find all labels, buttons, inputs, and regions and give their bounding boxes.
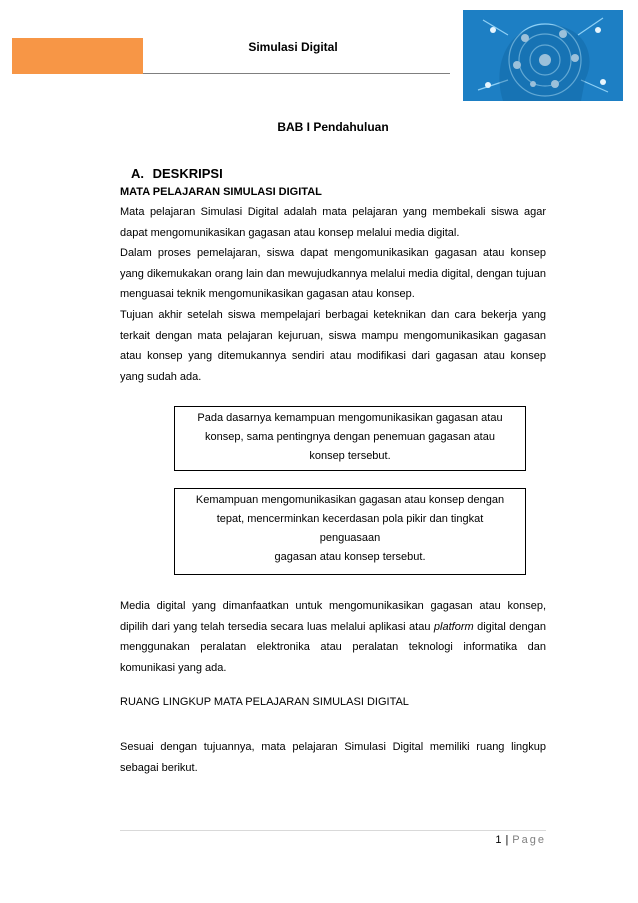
quote-box-1 [174, 406, 526, 471]
platform-term: platform [433, 620, 474, 633]
paragraph-scope: Sesuai dengan tujuannya, mata pelajaran Simulasi Digital memiliki ruang lingkup sebagai berikut. [120, 741, 546, 774]
paragraph-media [120, 596, 546, 678]
quote-box-2-line: Kemampuan mengomunikasikan gagasan atau konsep dengan [195, 494, 505, 506]
quote-box-2 [174, 488, 526, 575]
chapter-title: BAB I Pendahuluan [277, 120, 389, 134]
paragraph-intro: Mata pelajaran Simulasi Digital adalah mata pelajaran yang membekali siswa agar dapat mengomunikasikan gagasan atau konsep melalui media digital. [120, 206, 546, 239]
footer-separator: | [505, 834, 509, 846]
header-accent-bar [12, 38, 143, 74]
page-label: Page [512, 834, 546, 846]
footer-rule [120, 830, 546, 831]
quote-box-2-line: penguasaan [319, 532, 381, 544]
paragraph-goal: Tujuan akhir setelah siswa mempelajari berbagai keteknikan dan cara bekerja yang terkait dengan mata pelajaran kejuruan, siswa mampu mengomunikasikan gagasan atau konsep yang ditemukannya sendiri atau modifikasi dari gagasan atau konsep yang sudah ada. [120, 309, 546, 383]
digital-head-illustration-icon [463, 10, 623, 101]
quote-box-1-line: Pada dasarnya kemampuan mengomunikasikan gagasan atau [197, 412, 503, 424]
quote-box-1-line: konsep, sama pentingnya dengan penemuan gagasan atau [205, 431, 495, 443]
quote-box-1-line: konsep tersebut. [309, 450, 391, 462]
subject-heading: MATA PELAJARAN SIMULASI DIGITAL [120, 186, 322, 198]
paragraph-process: Dalam proses pemelajaran, siswa dapat mengomunikasikan gagasan atau konsep yang dikemukakan orang lain dan mewujudkannya melalui media digital, dengan tujuan menguasai teknik mengomunikasikan gagasan atau konsep. [120, 247, 546, 301]
quote-box-2-line: tepat, mencerminkan kecerdasan pola pikir dan tingkat [216, 513, 484, 525]
section-number: A. [131, 166, 144, 181]
paragraph-media-part: Media digital yang dimanfaatkan untuk mengomunikasikan gagasan atau konsep, dipilih dari yang telah tersedia secara luas melalui aplikasi atau [120, 600, 546, 633]
page-footer [495, 834, 546, 846]
scope-heading: RUANG LINGKUP MATA PELAJARAN SIMULASI DIGITAL [120, 696, 409, 708]
header-rule [143, 73, 450, 74]
quote-box-2-line: gagasan atau konsep tersebut. [274, 551, 426, 563]
section-heading [131, 166, 223, 181]
section-title: DESKRIPSI [152, 166, 223, 181]
paragraph-media-part: digital dengan menggunakan peralatan elektronika atau peralatan teknologi informatika dan komunikasi yang ada. [120, 620, 546, 674]
page-number: 1 [495, 834, 502, 846]
header-title: Simulasi Digital [248, 40, 338, 54]
